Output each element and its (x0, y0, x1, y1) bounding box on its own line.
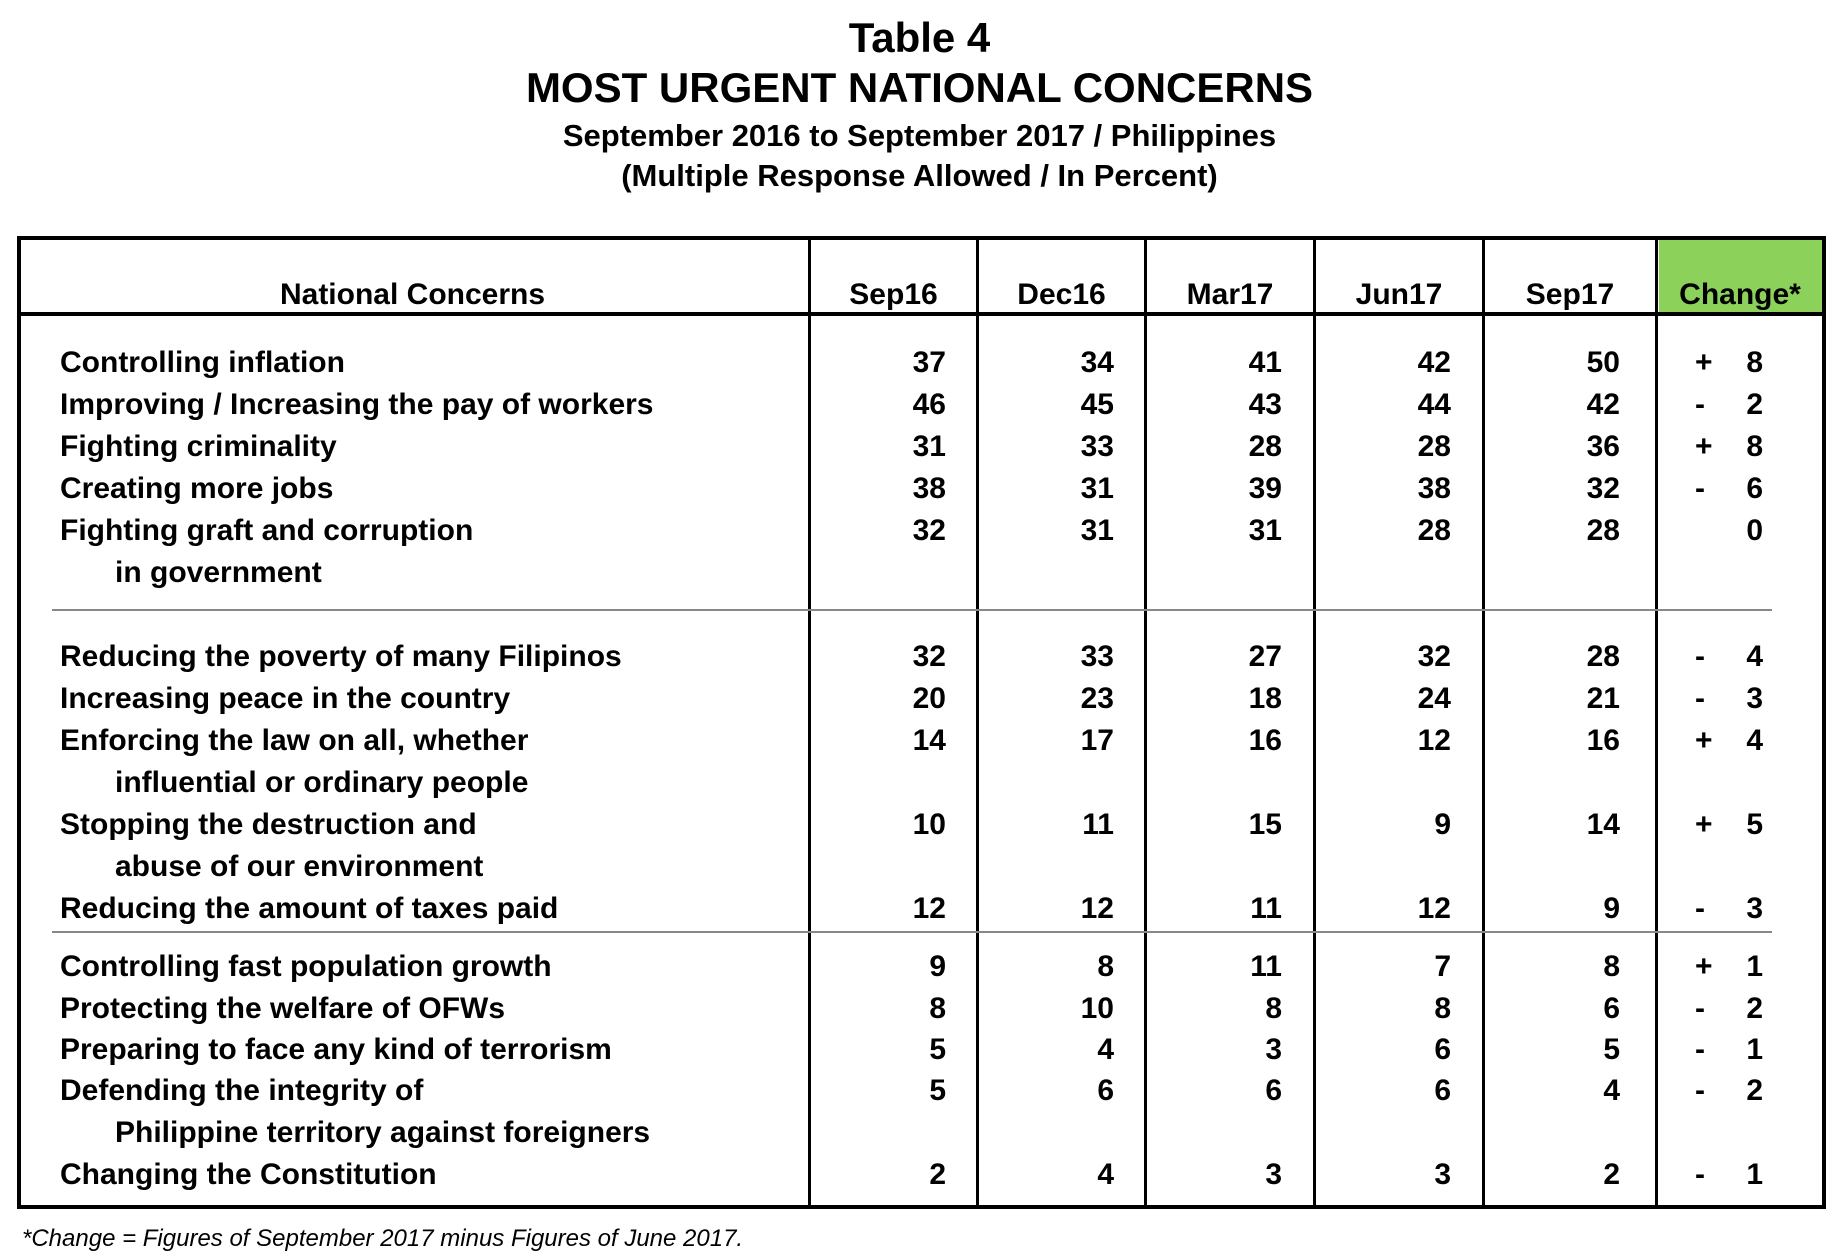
value-cell: 6 (1097, 1074, 1114, 1107)
value-cell: 4 (1097, 1033, 1114, 1066)
table-title: MOST URGENT NATIONAL CONCERNS (525, 64, 1314, 111)
value-cell: 6 (1603, 992, 1620, 1025)
change-number: 1 (1746, 950, 1763, 983)
value-cell: 17 (1080, 724, 1114, 757)
value-cell: 4 (1603, 1074, 1620, 1107)
change-sign: + (1695, 346, 1713, 379)
value-cell: 50 (1586, 346, 1620, 379)
value-cell: 42 (1586, 388, 1620, 421)
value-cell: 3 (1265, 1158, 1282, 1191)
change-cell (1695, 682, 1763, 716)
value-cell: 32 (912, 514, 946, 547)
value-cell: 46 (912, 388, 946, 421)
row-label: Fighting graft and corruption (60, 514, 474, 547)
change-number: 8 (1746, 430, 1763, 463)
change-cell (1695, 808, 1763, 842)
value-cell: 8 (929, 992, 946, 1025)
row-label-continued: in government (115, 556, 322, 589)
value-cell: 28 (1248, 430, 1282, 463)
change-cell (1695, 1033, 1763, 1067)
row-label: Creating more jobs (60, 472, 334, 505)
change-number: 2 (1746, 1074, 1763, 1107)
column-header-sep16: Sep16 (849, 278, 938, 311)
change-number: 2 (1746, 992, 1763, 1025)
value-cell: 3 (1265, 1033, 1282, 1066)
value-cell: 12 (912, 892, 946, 925)
change-cell (1695, 1158, 1763, 1192)
row-label: Preparing to face any kind of terrorism (60, 1033, 612, 1066)
change-number: 4 (1746, 724, 1763, 757)
value-cell: 23 (1080, 682, 1114, 715)
change-sign: + (1695, 724, 1713, 757)
value-cell: 5 (929, 1074, 946, 1107)
row-label: Improving / Increasing the pay of workers (60, 388, 654, 421)
change-cell (1695, 950, 1763, 984)
value-cell: 28 (1586, 514, 1620, 547)
value-cell: 31 (1248, 514, 1282, 547)
value-cell: 10 (912, 808, 946, 841)
change-number: 8 (1746, 346, 1763, 379)
row-label-continued: Philippine territory against foreigners (115, 1116, 651, 1149)
change-sign: - (1695, 472, 1705, 505)
change-number: 4 (1746, 640, 1763, 673)
change-sign: - (1695, 682, 1705, 715)
change-sign: - (1695, 1033, 1705, 1066)
change-sign: - (1695, 1158, 1705, 1191)
value-cell: 14 (912, 724, 946, 757)
change-cell (1695, 892, 1763, 926)
change-cell (1695, 472, 1763, 506)
row-label-continued: influential or ordinary people (115, 766, 529, 799)
value-cell: 34 (1080, 346, 1114, 379)
change-sign: + (1695, 808, 1713, 841)
row-label: Reducing the poverty of many Filipinos (60, 640, 622, 673)
change-sign: + (1695, 950, 1713, 983)
value-cell: 5 (1603, 1033, 1620, 1066)
value-cell: 42 (1417, 346, 1451, 379)
value-cell: 20 (912, 682, 946, 715)
value-cell: 9 (929, 950, 946, 983)
change-sign: - (1695, 892, 1705, 925)
change-number: 3 (1746, 892, 1763, 925)
change-cell (1695, 346, 1763, 380)
value-cell: 45 (1080, 388, 1114, 421)
change-number: 1 (1746, 1033, 1763, 1066)
footnote: *Change = Figures of September 2017 minus Figures of June 2017. (22, 1225, 744, 1252)
value-cell: 18 (1248, 682, 1282, 715)
value-cell: 24 (1417, 682, 1451, 715)
column-header-sep17: Sep17 (1525, 278, 1615, 311)
value-cell: 39 (1248, 472, 1282, 505)
change-sign: - (1695, 388, 1705, 421)
table-label: Table 4 (848, 14, 991, 61)
group-separator (52, 609, 1772, 611)
column-header-jun17: Jun17 (1355, 278, 1443, 311)
change-sign: - (1695, 640, 1705, 673)
table-subtitle: September 2016 to September 2017 / Philippines (562, 118, 1277, 153)
value-cell: 27 (1248, 640, 1282, 673)
row-label: Stopping the destruction and (60, 808, 477, 841)
value-cell: 36 (1586, 430, 1620, 463)
value-cell: 8 (1265, 992, 1282, 1025)
value-cell: 32 (1417, 640, 1451, 673)
value-cell: 32 (1586, 472, 1620, 505)
value-cell: 12 (1080, 892, 1114, 925)
value-cell: 32 (912, 640, 946, 673)
value-cell: 2 (929, 1158, 946, 1191)
value-cell: 12 (1417, 892, 1451, 925)
change-sign: + (1695, 430, 1713, 463)
row-label: Defending the integrity of (60, 1074, 424, 1107)
change-cell (1695, 430, 1763, 464)
header-rule (17, 312, 1826, 316)
value-cell: 8 (1434, 992, 1451, 1025)
value-cell: 5 (929, 1033, 946, 1066)
value-cell: 31 (1080, 514, 1114, 547)
value-cell: 15 (1248, 808, 1282, 841)
value-cell: 9 (1603, 892, 1620, 925)
value-cell: 10 (1080, 992, 1114, 1025)
value-cell: 31 (912, 430, 946, 463)
value-cell: 8 (1603, 950, 1620, 983)
value-cell: 8 (1097, 950, 1114, 983)
value-cell: 9 (1434, 808, 1451, 841)
value-cell: 11 (1250, 892, 1282, 925)
column-header-dec16: Dec16 (1017, 278, 1106, 311)
value-cell: 6 (1434, 1033, 1451, 1066)
value-cell: 28 (1417, 430, 1451, 463)
value-cell: 44 (1417, 388, 1451, 421)
value-cell: 41 (1248, 346, 1282, 379)
value-cell: 33 (1080, 430, 1114, 463)
group-separator (52, 931, 1772, 933)
value-cell: 3 (1434, 1158, 1451, 1191)
row-label: Increasing peace in the country (60, 682, 511, 715)
column-header-concerns: National Concerns (279, 278, 546, 311)
value-cell: 6 (1265, 1074, 1282, 1107)
change-number: 1 (1746, 1158, 1763, 1191)
value-cell: 12 (1417, 724, 1451, 757)
change-cell (1695, 724, 1763, 758)
value-cell: 11 (1082, 808, 1114, 841)
change-number: 0 (1746, 514, 1763, 547)
value-cell: 21 (1586, 682, 1620, 715)
value-cell: 37 (912, 346, 946, 379)
change-number: 5 (1746, 808, 1763, 841)
row-label: Reducing the amount of taxes paid (60, 892, 559, 925)
value-cell: 7 (1434, 950, 1451, 983)
row-label: Controlling inflation (60, 346, 345, 379)
change-sign: - (1695, 992, 1705, 1025)
value-cell: 33 (1080, 640, 1114, 673)
column-header-mar17: Mar17 (1186, 278, 1274, 311)
value-cell: 6 (1434, 1074, 1451, 1107)
row-label: Fighting criminality (60, 430, 337, 463)
value-cell: 4 (1097, 1158, 1114, 1191)
column-divider-sep17 (1655, 236, 1658, 1209)
column-header-change: Change* (1679, 278, 1801, 311)
value-cell: 28 (1417, 514, 1451, 547)
value-cell: 28 (1586, 640, 1620, 673)
row-label: Protecting the welfare of OFWs (60, 992, 506, 1025)
change-cell (1695, 514, 1763, 548)
change-number: 2 (1746, 388, 1763, 421)
value-cell: 38 (912, 472, 946, 505)
row-label: Changing the Constitution (60, 1158, 437, 1191)
value-cell: 2 (1603, 1158, 1620, 1191)
change-number: 6 (1746, 472, 1763, 505)
row-label: Enforcing the law on all, whether (60, 724, 529, 757)
table-note: (Multiple Response Allowed / In Percent) (621, 158, 1218, 193)
change-cell (1695, 992, 1763, 1026)
value-cell: 14 (1586, 808, 1620, 841)
value-cell: 11 (1250, 950, 1282, 983)
row-label-continued: abuse of our environment (115, 850, 484, 883)
row-label: Controlling fast population growth (60, 950, 552, 983)
value-cell: 43 (1248, 388, 1282, 421)
value-cell: 16 (1248, 724, 1282, 757)
change-cell (1695, 388, 1763, 422)
value-cell: 16 (1586, 724, 1620, 757)
change-number: 3 (1746, 682, 1763, 715)
change-cell (1695, 1074, 1763, 1108)
change-sign: - (1695, 1074, 1705, 1107)
value-cell: 38 (1417, 472, 1451, 505)
value-cell: 31 (1080, 472, 1114, 505)
change-cell (1695, 640, 1763, 674)
